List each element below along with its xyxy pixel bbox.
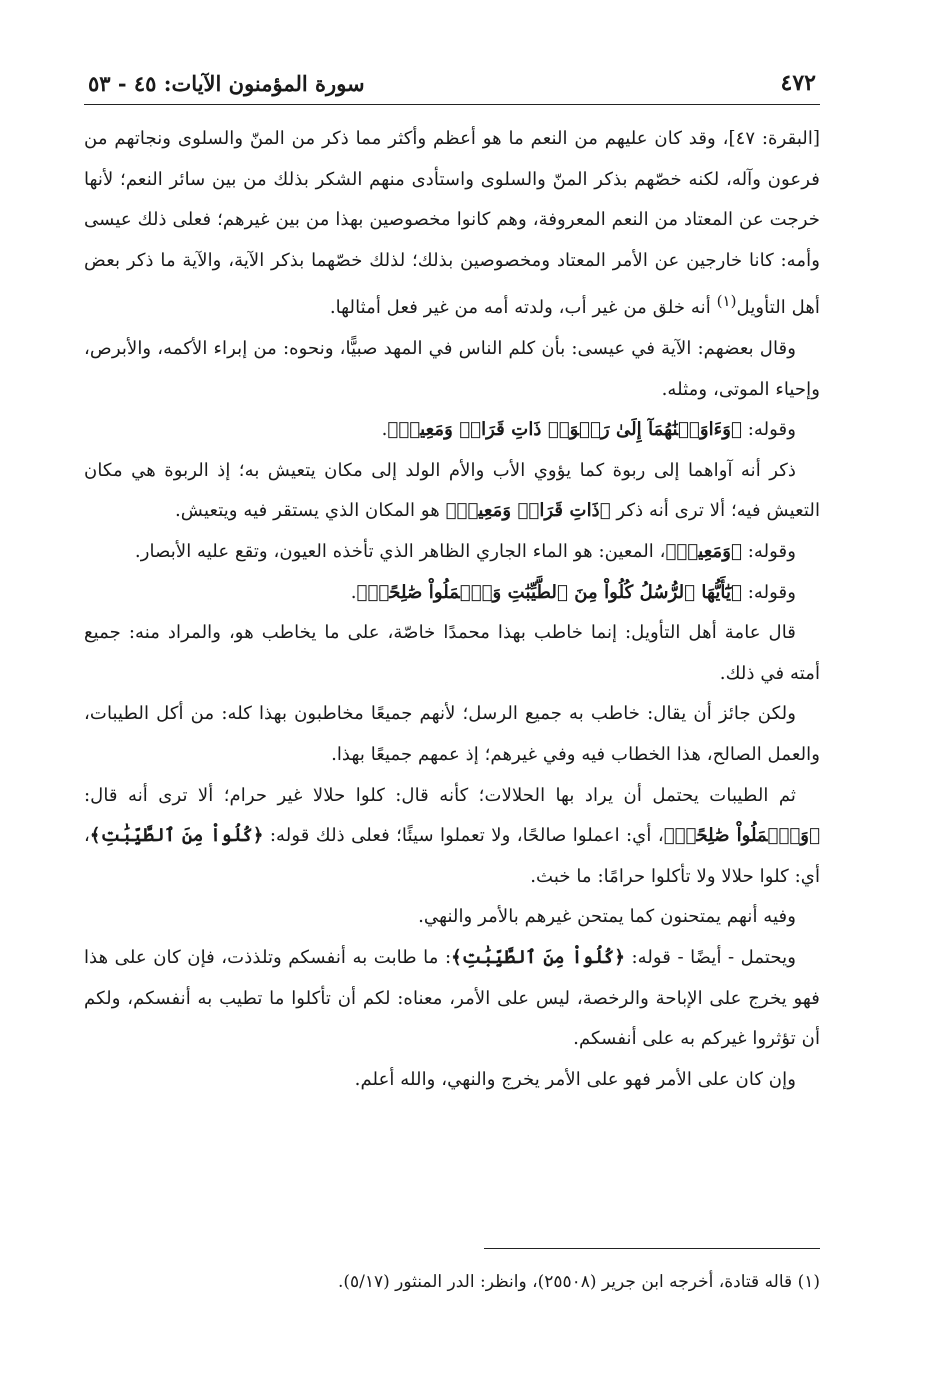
text-run: وقوله: (741, 581, 796, 603)
text-run: . (381, 419, 388, 441)
text-run: ، أي: اعملوا صالحًا، ولا تعملوا سيئًا؛ فعلى ذلك قوله: (263, 825, 664, 847)
quran-quote: ﴿وَءَاوَيۡنَٰهُمَآ إِلَىٰ رَبۡوَةٖ ذَاتِ قَرَارٖ وَمَعِينٖ﴾ (387, 419, 742, 441)
paragraph (84, 897, 820, 938)
page-header (84, 70, 820, 105)
footnote-ref: (١) (716, 292, 737, 311)
main-text (84, 119, 820, 1100)
text-run: ، المعين: هو الماء الجاري الظاهر الذي تأخذه العيون، وتقع عليه الأبصار. (134, 541, 666, 562)
text-run: : ما طابت به أنفسكم وتلذذت، فإن كان على هذا فهو يخرج على الإباحة والرخصة، ليس على الأمر، معناه: لكم أن تأكلوا ما تطيب به أنفسكم، ولكم أن تؤثروا غيركم به على أنفسكم. (84, 946, 820, 1050)
paragraph (84, 694, 820, 775)
footnote-separator (484, 1248, 820, 1249)
text-run: وقوله: (741, 419, 796, 441)
footnote: (١) قاله قتادة، أخرجه ابن جرير (٢٥٥٠٨)، وانظر: الدر المنثور (٥/١٧). (337, 1272, 820, 1292)
paragraph (84, 410, 820, 451)
text-run: . (350, 581, 357, 603)
running-title: سورة المؤمنون الآيات: ٤٥ - ٥٣ (88, 71, 365, 96)
text-run: وإن كان على الأمر فهو على الأمر يخرج والنهي، والله أعلم. (354, 1068, 796, 1090)
paragraph (84, 573, 820, 614)
paragraph (84, 119, 820, 329)
text-run: وقوله: (741, 541, 796, 562)
text-run: ويحتمل - أيضًا - قوله: (625, 946, 797, 968)
text-run: ذكر أنه آواهما إلى ربوة كما يؤوي الأب والأم الولد إلى مكان يتعيش به؛ إذ الربوة هي مكان التعيش فيه؛ ألا ترى أنه ذكر (84, 459, 820, 522)
page-number: ٤٧٢ (780, 70, 816, 96)
quran-quote: ﴿كُلُواْ مِنَ ٱلطَّيِّبَٰتِ﴾ (89, 825, 264, 847)
text-run: ولكن جائز أن يقال: خاطب به جميع الرسل؛ لأنهم جميعًا مخاطبون بهذا كله: من أكل الطيبات، والعمل الصالح، هذا الخطاب فيه وفي غيرهم؛ إذ عمهم جميعًا بهذا. (84, 703, 820, 765)
quran-quote: ﴿كُلُواْ مِنَ ٱلطَّيِّبَٰتِ﴾ (451, 946, 625, 968)
text-run: هو المكان الذي يستقر فيه ويتعيش. (175, 500, 446, 522)
paragraph (84, 532, 820, 573)
text-run: ، أي: كلوا حلالا ولا تأكلوا حرامًا: ما خبث. (84, 825, 820, 887)
paragraph (84, 776, 820, 898)
paragraph (84, 613, 820, 694)
paragraph (84, 938, 820, 1060)
text-run: وفيه أنهم يمتحنون كما يمتحن غيرهم بالأمر والنهي. (418, 906, 796, 928)
text-run: ثم الطيبات يحتمل أن يراد بها الحلالات؛ كأنه قال: كلوا حلالا غير حرام؛ ألا ترى أنه قال: (84, 784, 796, 806)
paragraph (84, 1060, 820, 1101)
quran-quote: ﴿يَٰٓأَيُّهَا ٱلرُّسُلُ كُلُواْ مِنَ ٱلطَّيِّبَٰتِ وَٱعۡمَلُواْ صَٰلِحًاۖ﴾ (356, 581, 742, 603)
text-run: قال عامة أهل التأويل: إنما خاطب بهذا محمدًا خاصّة، على ما يخاطب هو، والمراد منه: جميع أمته في ذلك. (84, 622, 820, 684)
quran-quote: ﴿ذَاتِ قَرَارٖ وَمَعِينٖ﴾ (445, 500, 611, 522)
paragraph (84, 329, 820, 410)
text-run: [البقرة: ٤٧]، وقد كان عليهم من النعم ما هو أعظم وأكثر مما ذكر من المنّ والسلوى ونجاتهم من فرعون وآله، لكنه خصّهم بذكر المنّ والسلوى واستأدى منهم الشكر بذلك من بين سائر النعم؛ لأنها خرجت عن المعتاد من النعم المعروفة، وهم كانوا مخصوصين بهذا من بين غيرهم؛ فعلى ذلك عيسى وأمه: كانا خارجين عن الأمر المعتاد ومخصوصين بذلك؛ لذلك خصّهما بذكر الآية، والآية ما ذكر بعض أهل التأويل (84, 128, 820, 319)
quran-quote: ﴿وَمَعِينٖ﴾ (665, 541, 742, 562)
text-run: وقال بعضهم: الآية في عيسى: بأن كلم الناس في المهد صبيًّا، ونحوه: من إبراء الأكمه، والأبرص، وإحياء الموتى، ومثله. (84, 338, 820, 400)
text-run: أنه خلق من غير أب، ولدته أمه من غير فعل أمثالها. (329, 297, 717, 319)
paragraph (84, 451, 820, 532)
page (84, 70, 820, 1100)
quran-quote: ﴿وَٱعۡمَلُواْ صَٰلِحًاۖ﴾ (663, 825, 820, 847)
